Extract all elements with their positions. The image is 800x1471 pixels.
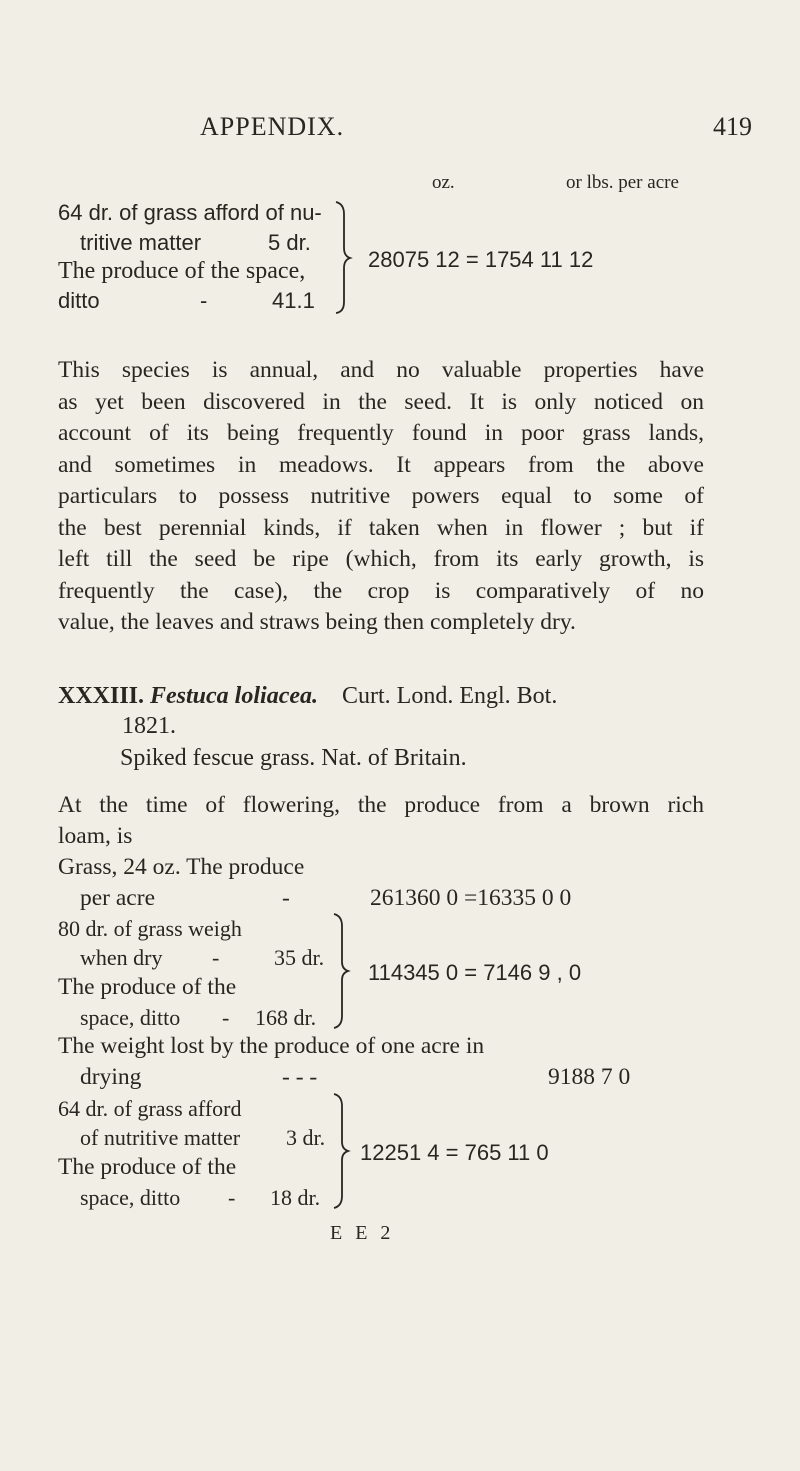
table2-row2-label: The produce of the — [58, 974, 237, 1000]
column-header-oz: oz. — [432, 172, 455, 193]
brace-icon — [332, 912, 352, 1030]
paragraph-flowering-line2: loam, is — [58, 823, 133, 849]
table1-row2-label: The produce of the space, — [58, 258, 306, 284]
table2-drying-value: 9188 7 0 — [548, 1064, 631, 1090]
table2-result2: 12251 4 = 765 11 0 — [360, 1140, 549, 1165]
text-line: left till the seed be ripe (which, from its early growth, is — [58, 546, 704, 572]
table2-weight-lost: The weight lost by the produce of one acre in — [58, 1033, 485, 1059]
paragraph-flowering-line1: At the time of flowering, the produce from a brown rich — [58, 792, 704, 818]
table1-row2-value: 41.1 — [272, 288, 315, 313]
table2-per-acre: per acre — [80, 885, 155, 911]
table2-row4-dash: - — [228, 1185, 236, 1210]
text-line: and sometimes in meadows. It appears from the above — [58, 451, 704, 478]
species-year: 1821. — [122, 713, 176, 739]
table2-row2-sub: space, ditto — [80, 1005, 181, 1030]
text-line: particulars to possess nutritive powers equal to some of — [58, 483, 704, 509]
paragraph-annual-species — [58, 355, 704, 639]
table2-drying-label: drying — [80, 1064, 142, 1090]
table2-row1-label: 80 dr. of grass weigh — [58, 916, 242, 941]
table1-result: 28075 12 = 1754 11 12 — [368, 247, 594, 272]
table2-row2-dash: - — [222, 1005, 230, 1030]
table1-row2-sub: ditto — [58, 288, 100, 313]
table2-row1-value: 35 dr. — [274, 945, 325, 970]
running-header-title: APPENDIX. — [200, 112, 345, 141]
page-number: 419 — [713, 112, 752, 141]
text-line: frequently the case), the crop is comparatively of no — [58, 577, 704, 604]
table1-row1-sub: tritive matter — [80, 230, 202, 255]
text-line: as yet been discovered in the seed. It is only noticed on — [58, 388, 704, 415]
table2-row1-sub: when dry — [80, 945, 163, 970]
table2-row3-sub: of nutritive matter — [80, 1125, 241, 1150]
column-header-lbs: or lbs. per acre — [566, 172, 679, 193]
table2-per-acre-value: 261360 0 =16335 0 0 — [370, 885, 572, 911]
table2-row3-label: 64 dr. of grass afford — [58, 1096, 242, 1121]
table2-row2-value: 168 dr. — [255, 1005, 317, 1030]
text-line: value, the leaves and straws being then completely dry. — [58, 609, 576, 635]
table2-row4-sub: space, ditto — [80, 1185, 181, 1210]
table2-row4-label: The produce of the — [58, 1154, 237, 1180]
table2-grass-line: Grass, 24 oz. The produce — [58, 854, 305, 880]
species-name: Festuca loliacea. — [150, 683, 318, 709]
table2-per-acre-dash: - — [282, 885, 290, 911]
text-line: This species is annual, and no valuable properties have — [58, 357, 704, 383]
species-number: XXXIII. — [58, 683, 145, 709]
text-line: the best perennial kinds, if taken when in flower ; but if — [58, 514, 704, 541]
table1-row2-dash: - — [200, 288, 208, 313]
species-heading — [58, 683, 557, 710]
table2-drying-dashes: - - - — [282, 1064, 318, 1090]
table2-row1-dash: - — [212, 945, 220, 970]
table2-result1: 114345 0 = 7146 9 , 0 — [368, 960, 582, 985]
species-reference: Curt. Lond. Engl. Bot. — [342, 683, 558, 709]
species-common-name: Spiked fescue grass. Nat. of Britain. — [120, 745, 467, 771]
table2-row3-value: 3 dr. — [286, 1125, 326, 1150]
text-line: account of its being frequently found in poor grass lands, — [58, 420, 704, 446]
table2-row4-value: 18 dr. — [270, 1185, 321, 1210]
table1-row1-label: 64 dr. of grass afford of nu- — [58, 200, 322, 225]
table1-row1-value: 5 dr. — [268, 230, 311, 255]
brace-icon — [332, 1092, 352, 1210]
brace-icon — [334, 200, 354, 315]
signature-mark: E E 2 — [330, 1222, 395, 1244]
